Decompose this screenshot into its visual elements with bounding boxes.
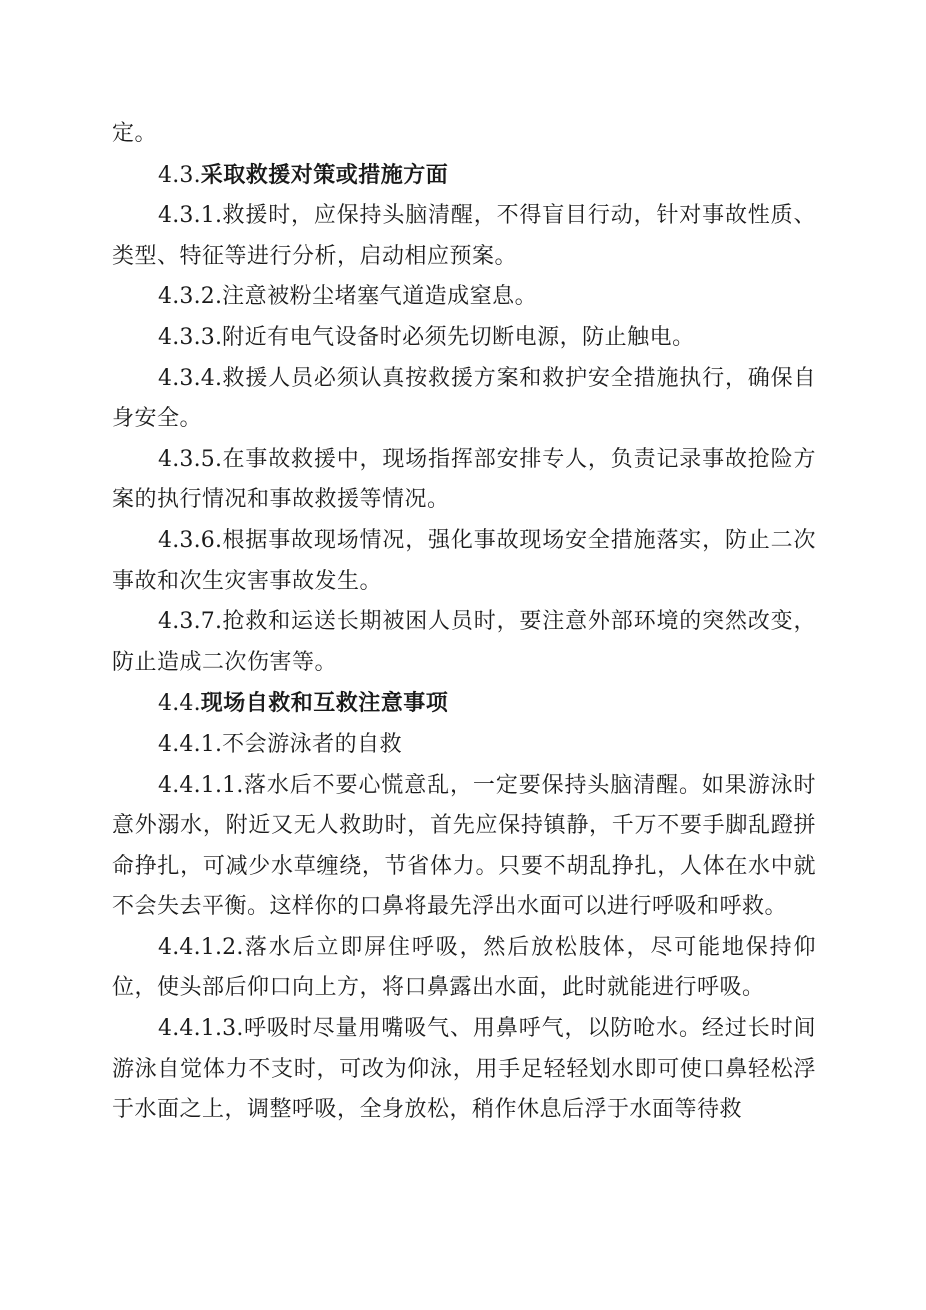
paragraph-text: 落水后立即屏住呼吸，然后放松肢体，尽可能地保持仰位，使头部后仰口向上方，将口鼻露出水面，此时就能进行呼吸。 (112, 934, 816, 1001)
paragraph-number: 4.4.1.3. (158, 1016, 244, 1042)
paragraph-text: 落水后不要心慌意乱，一定要保持头脑清醒。如果游泳时意外溺水，附近又无人救助时，首先应保持镇静，千万不要手脚乱蹬拼命挣扎，可减少水草缠绕，节省体力。只要不胡乱挣扎，人体在水中就不会失去平衡。这样你的口鼻将最先浮出水面可以进行呼吸和呼救。 (112, 772, 816, 920)
section-title: 现场自救和互救注意事项 (200, 690, 449, 717)
section-heading-4-4 (112, 683, 816, 725)
paragraph-text: 附近有电气设备时必须先切断电源，防止触电。 (222, 324, 695, 350)
paragraph-4-3-6 (112, 521, 816, 602)
paragraph-4-3-4 (112, 359, 816, 440)
paragraph-text: 呼吸时尽量用嘴吸气、用鼻呼气，以防呛水。经过长时间游泳自觉体力不支时，可改为仰泳，用手足轻轻划水即可使口鼻轻松浮于水面之上，调整呼吸，全身放松，稍作休息后浮于水面等待救 (112, 1016, 816, 1123)
paragraph-number: 4.3.5. (158, 446, 223, 472)
paragraph-text: 救援时，应保持头脑清醒，不得盲目行动，针对事故性质、类型、特征等进行分析，启动相应预案。 (112, 203, 816, 269)
paragraph-text: 定。 (112, 121, 158, 146)
paragraph-4-4-1-1 (112, 766, 816, 928)
paragraph-text: 注意被粉尘堵塞气道造成窒息。 (222, 284, 538, 310)
paragraph-number: 4.4.1. (158, 731, 223, 757)
paragraph-number: 4.3.3. (158, 324, 223, 350)
document-page (112, 114, 816, 1131)
paragraph-4-3-5 (112, 440, 816, 521)
paragraph-text: 根据事故现场情况，强化事故现场安全措施落实，防止二次事故和次生灾害事故发生。 (112, 527, 816, 594)
paragraph-4-4-1-2 (112, 928, 816, 1009)
paragraph-text: 在事故救援中，现场指挥部安排专人，负责记录事故抢险方案的执行情况和事故救援等情况。 (112, 446, 816, 513)
paragraph-4-4-1-3 (112, 1009, 816, 1131)
section-heading-4-3 (112, 155, 816, 197)
paragraph-4-3-7 (112, 602, 816, 683)
paragraph-4-3-3 (112, 318, 816, 359)
paragraph-continuation (112, 114, 816, 155)
paragraph-4-3-2 (112, 277, 816, 318)
paragraph-text: 不会游泳者的自救 (222, 731, 403, 757)
paragraph-4-4-1 (112, 725, 816, 766)
paragraph-number: 4.3.7. (158, 609, 223, 635)
section-number: 4.3. (158, 162, 201, 188)
section-number: 4.4. (158, 691, 201, 717)
paragraph-number: 4.3.1. (158, 203, 223, 229)
paragraph-text: 救援人员必须认真按救援方案和救护安全措施执行，确保自身安全。 (112, 365, 816, 432)
paragraph-text: 抢救和运送长期被困人员时，要注意外部环境的突然改变，防止造成二次伤害等。 (112, 609, 816, 675)
section-title: 采取救援对策或措施方面 (200, 161, 449, 188)
paragraph-number: 4.4.1.1. (158, 772, 244, 798)
paragraph-number: 4.3.6. (158, 527, 223, 553)
paragraph-number: 4.3.4. (158, 365, 223, 391)
paragraph-number: 4.4.1.2. (158, 934, 244, 960)
paragraph-4-3-1 (112, 196, 816, 277)
paragraph-number: 4.3.2. (158, 284, 223, 310)
